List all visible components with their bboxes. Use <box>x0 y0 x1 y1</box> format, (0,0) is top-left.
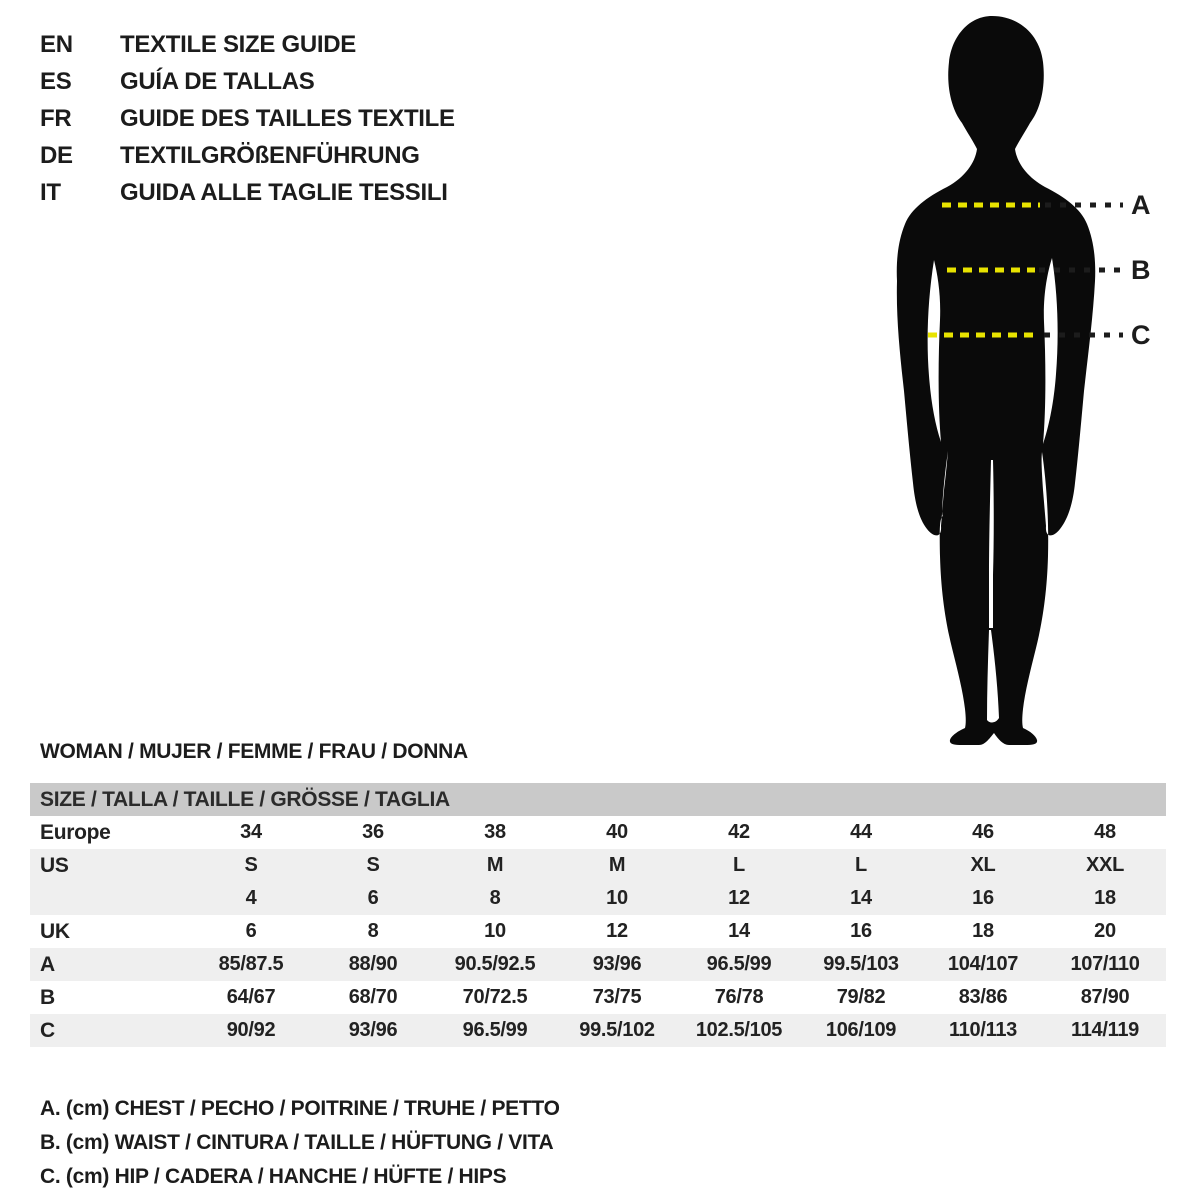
table-cell: 6 <box>245 920 257 942</box>
table-cell: 18 <box>972 920 994 942</box>
table-cell: 90.5/92.5 <box>454 953 536 975</box>
size-table <box>30 783 1166 1047</box>
row-label: Europe <box>40 820 111 844</box>
table-cell: 64/67 <box>226 986 276 1008</box>
size-table-header: SIZE / TALLA / TAILLE / GRÖSSE / TAGLIA <box>30 783 1166 816</box>
language-title: TEXTILE SIZE GUIDE <box>120 30 356 58</box>
table-cell: 10 <box>606 887 628 909</box>
table-cell: S <box>366 854 380 876</box>
table-cell: 99.5/102 <box>579 1019 655 1041</box>
size-table-rows <box>30 816 1166 1047</box>
language-code: IT <box>40 178 61 206</box>
language-title: GUIDE DES TAILLES TEXTILE <box>120 104 455 132</box>
woman-silhouette <box>897 16 1095 745</box>
table-row-us-numeric <box>30 882 1166 915</box>
language-title: GUÍA DE TALLAS <box>120 67 315 95</box>
table-cell: 76/78 <box>714 986 764 1008</box>
table-cell: 38 <box>484 821 506 843</box>
row-label: B <box>40 985 55 1009</box>
table-cell: 99.5/103 <box>823 953 899 975</box>
language-row-en <box>40 26 455 63</box>
table-cell: 107/110 <box>1070 953 1140 975</box>
table-cell: 104/107 <box>947 953 1019 975</box>
table-cell: S <box>244 854 258 876</box>
table-cell: 83/86 <box>958 986 1008 1008</box>
label-c: C <box>1131 320 1151 350</box>
table-row-a <box>30 948 1166 981</box>
table-row-europe <box>30 816 1166 849</box>
label-a: A <box>1131 190 1151 220</box>
woman-silhouette-figure <box>895 10 1195 745</box>
label-b: B <box>1131 255 1151 285</box>
table-cell: L <box>855 854 867 876</box>
row-label: A <box>40 952 55 976</box>
language-code: FR <box>40 104 72 132</box>
table-cell: 8 <box>489 887 501 909</box>
gender-heading: WOMAN / MUJER / FEMME / FRAU / DONNA <box>40 740 468 763</box>
table-cell: 8 <box>367 920 379 942</box>
table-cell: M <box>486 854 504 876</box>
table-cell: 110/113 <box>949 1019 1017 1041</box>
table-cell: 85/87.5 <box>218 953 284 975</box>
table-cell: 70/72.5 <box>462 986 528 1008</box>
table-cell: 90/92 <box>226 1019 276 1041</box>
language-row-de <box>40 137 455 174</box>
row-label: C <box>40 1018 55 1042</box>
table-row-us <box>30 849 1166 882</box>
table-cell: 102.5/105 <box>695 1019 783 1041</box>
legend-line-b: B. (cm) WAIST / CINTURA / TAILLE / HÜFTUNG / VITA <box>40 1131 554 1154</box>
language-title: TEXTILGRÖßENFÜHRUNG <box>120 141 420 169</box>
table-cell: XL <box>970 854 996 876</box>
language-row-es <box>40 63 455 100</box>
row-label: US <box>40 853 69 877</box>
table-cell: 10 <box>484 920 506 942</box>
table-cell: 36 <box>362 821 384 843</box>
table-cell: 88/90 <box>348 953 398 975</box>
table-cell: 93/96 <box>592 953 642 975</box>
language-code: ES <box>40 67 72 95</box>
table-cell: 40 <box>606 821 628 843</box>
table-row-b <box>30 981 1166 1014</box>
language-code: EN <box>40 30 73 58</box>
table-cell: 20 <box>1094 920 1116 942</box>
table-cell: 16 <box>972 887 994 909</box>
table-cell: 18 <box>1094 887 1116 909</box>
table-cell: 44 <box>850 821 872 843</box>
legend-line-a: A. (cm) CHEST / PECHO / POITRINE / TRUHE / PETTO <box>40 1097 560 1120</box>
table-cell: 68/70 <box>348 986 398 1008</box>
table-cell: 14 <box>728 920 750 942</box>
language-list <box>40 26 455 211</box>
row-label: UK <box>40 919 70 943</box>
measurement-legend <box>40 1092 560 1194</box>
language-row-it <box>40 174 455 211</box>
table-cell: 93/96 <box>348 1019 398 1041</box>
language-row-fr <box>40 100 455 137</box>
table-cell: 73/75 <box>592 986 642 1008</box>
table-cell: 87/90 <box>1080 986 1130 1008</box>
language-title: GUIDA ALLE TAGLIE TESSILI <box>120 178 448 206</box>
table-cell: 46 <box>972 821 994 843</box>
table-cell: 79/82 <box>836 986 886 1008</box>
table-cell: 6 <box>367 887 379 909</box>
table-cell: 12 <box>606 920 628 942</box>
table-cell: M <box>608 854 626 876</box>
table-row-c <box>30 1014 1166 1047</box>
legend-line-c: C. (cm) HIP / CADERA / HANCHE / HÜFTE / HIPS <box>40 1165 507 1188</box>
table-cell: 16 <box>850 920 872 942</box>
table-cell: 48 <box>1094 821 1116 843</box>
table-cell: L <box>733 854 745 876</box>
table-cell: 14 <box>850 887 872 909</box>
table-cell: 34 <box>240 821 262 843</box>
table-cell: 96.5/99 <box>462 1019 528 1041</box>
table-cell: 96.5/99 <box>706 953 772 975</box>
language-code: DE <box>40 141 73 169</box>
table-cell: 42 <box>728 821 750 843</box>
table-cell: 12 <box>728 887 750 909</box>
table-cell: XXL <box>1086 854 1124 876</box>
table-cell: 106/109 <box>825 1019 897 1041</box>
table-cell: 4 <box>245 887 257 909</box>
table-row-uk <box>30 915 1166 948</box>
table-cell: 114/119 <box>1071 1019 1139 1041</box>
